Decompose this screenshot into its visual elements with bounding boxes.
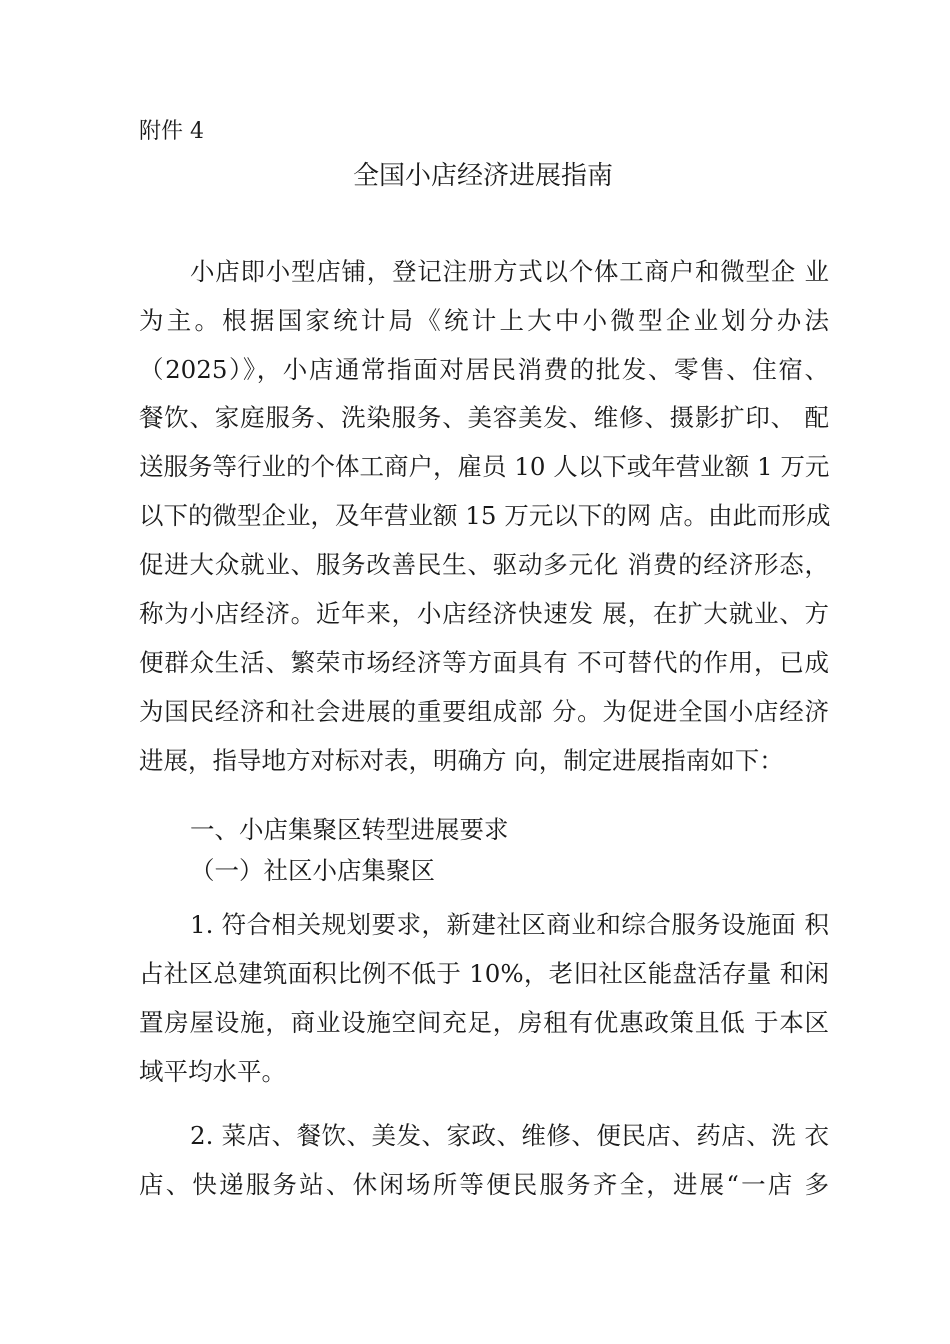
subsection-heading: （一）社区小店集聚区 [190,856,435,885]
intro-paragraph-line: 为主。根据国家统计局《统计上大中小微型企业划分办法 [139,306,829,335]
intro-paragraph-line: 进展，指导地方对标对表，明确方 向，制定进展指南如下： [139,746,784,775]
intro-paragraph-line: 送服务等行业的个体工商户，雇员 10 人以下或年营业额 1 万元 [139,452,830,481]
item-1-line: 1. 符合相关规划要求，新建社区商业和综合服务设施面 积 [190,910,829,939]
item-1-line: 置房屋设施，商业设施空间充足，房租有优惠政策且低 于本区 [139,1008,829,1037]
intro-paragraph-line: 称为小店经济。近年来，小店经济快速发 展，在扩大就业、方 [139,599,829,628]
intro-paragraph-line: 餐饮、家庭服务、洗染服务、美容美发、维修、摄影扩印、 配 [139,403,829,432]
item-1-line: 占社区总建筑面积比例不低于 10%，老旧社区能盘活存量 和闲 [139,959,829,988]
item-2-line: 2. 菜店、餐饮、美发、家政、维修、便民店、药店、洗 衣 [190,1121,829,1150]
item-1-line: 域平均水平。 [139,1057,286,1086]
intro-paragraph-line: （2025）》，小店通常指面对居民消费的批发、零售、住宿、 [139,355,829,384]
intro-paragraph-line: 促进大众就业、服务改善民生、驱动多元化 消费的经济形态， [139,550,829,579]
intro-paragraph-line: 便群众生活、繁荣市场经济等方面具有 不可替代的作用，已成 [139,648,829,677]
intro-paragraph-line: 以下的微型企业，及年营业额 15 万元以下的网 店。由此而形成 [139,501,831,530]
document-title: 全国小店经济进展指南 [352,161,613,191]
intro-paragraph-line: 为国民经济和社会进展的重要组成部 分。为促进全国小店经济 [139,697,829,726]
intro-paragraph-line: 小店即小型店铺，登记注册方式以个体工商户和微型企 业 [190,257,829,286]
attachment-label: 附件 4 [139,119,204,144]
section-heading: 一、小店集聚区转型进展要求 [190,815,509,844]
item-2-line: 店、快递服务站、休闲场所等便民服务齐全，进展“一店 多 [139,1170,829,1199]
